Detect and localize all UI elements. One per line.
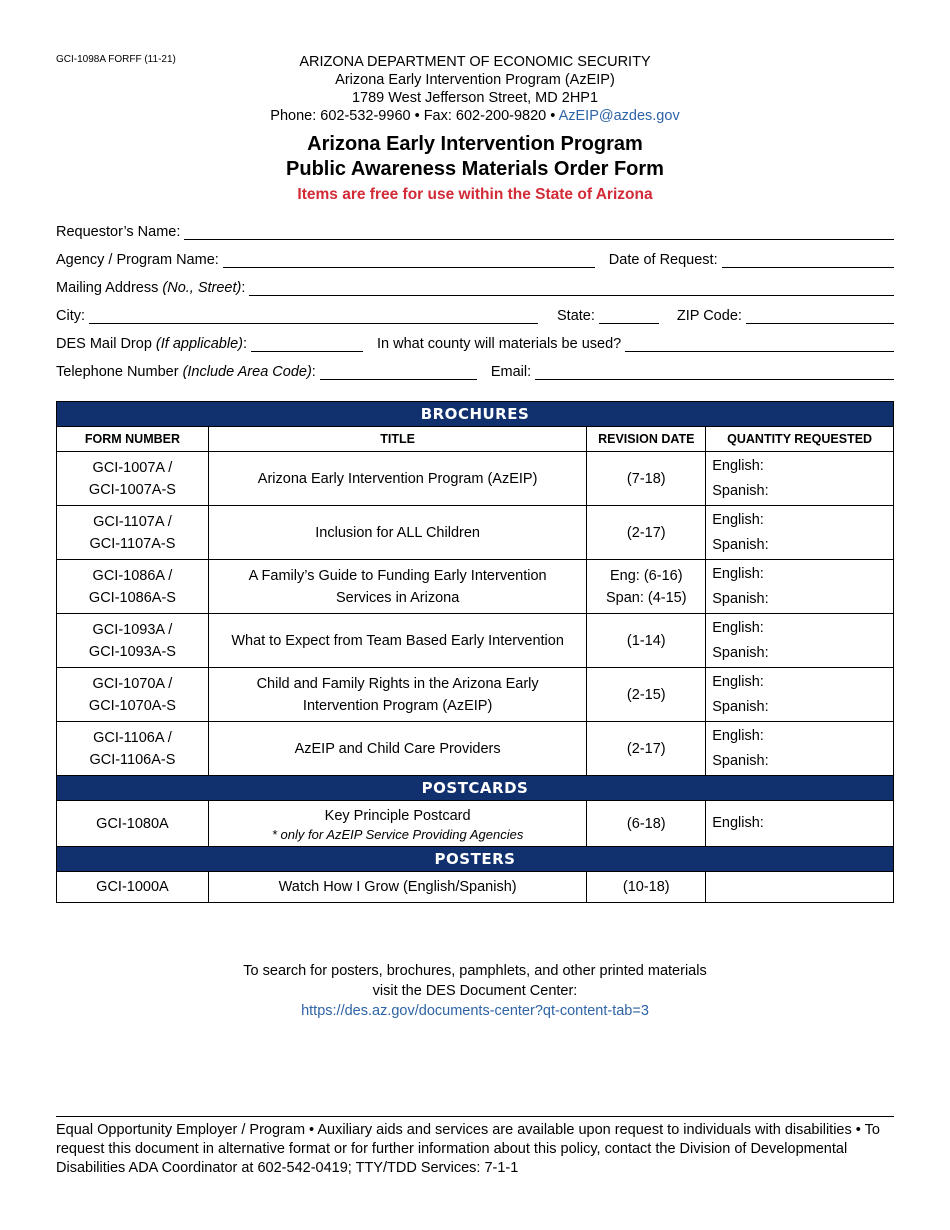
quantity-cell[interactable]: English: Spanish: [706, 560, 894, 614]
table-row [57, 668, 894, 722]
col-title: TITLE [208, 427, 586, 452]
email-link[interactable]: AzEIP@azdes.gov [558, 108, 680, 124]
date-label: Date of Request: [608, 252, 718, 268]
form-number: GCI-1107A / GCI-1107A-S [57, 506, 209, 560]
table-row [57, 452, 894, 506]
revision-date: (2-17) [587, 506, 706, 560]
revision-date: (2-15) [587, 668, 706, 722]
form-number: GCI-1080A [57, 801, 209, 847]
quantity-cell[interactable]: English: [706, 801, 894, 847]
telephone-field[interactable] [320, 365, 477, 380]
form-number: GCI-1086A / GCI-1086A-S [57, 560, 209, 614]
agency-header [0, 53, 950, 125]
mailing-label: Mailing Address (No., Street): [56, 280, 246, 296]
footer-divider [56, 1116, 894, 1117]
requestor-label: Requestor’s Name: [56, 224, 181, 240]
state-label: State: [557, 308, 595, 324]
free-notice: Items are free for use within the State of Arizona [297, 186, 653, 203]
date-field[interactable] [722, 253, 894, 268]
table-row [57, 614, 894, 668]
dept-name: ARIZONA DEPARTMENT OF ECONOMIC SECURITY [299, 54, 651, 70]
item-title-wrap: GCI-1070A / GCI-1070A-S [57, 668, 209, 722]
phone-fax: Phone: 602-532-9960 • Fax: 602-200-9820 • [270, 108, 556, 124]
mailing-row [56, 276, 894, 296]
email-label: Email: [490, 364, 532, 380]
item-title: A Family’s Guide to Funding Early Intervention Services in Arizona [208, 560, 586, 614]
item-title: Watch How I Grow (English/Spanish) [208, 872, 586, 903]
revision-date: (7-18) [587, 452, 706, 506]
revision-date: (2-17) [587, 722, 706, 776]
requestor-row [56, 220, 894, 240]
table-row [57, 801, 894, 847]
footer-text: Equal Opportunity Employer / Program • Auxiliary aids and services are available upon request to individuals with disabilities • To request this document in alternative format or for further information about this policy, contact the Division of Developmental Disabilities ADA Coordinator at 602-542-0419; TTY/TDD Services: 7-1-1 [56, 1122, 880, 1176]
table-row [57, 722, 894, 776]
item-title: Key Principle Postcard * only for AzEIP Service Providing Agencies [208, 801, 586, 847]
item-title: Arizona Early Intervention Program (AzEIP) [208, 452, 586, 506]
telephone-label: Telephone Number (Include Area Code): [56, 364, 316, 380]
table-row [57, 560, 894, 614]
title-line-2: Public Awareness Materials Order Form [286, 158, 664, 180]
form-number: GCI-1000A [57, 872, 209, 903]
city-field[interactable] [89, 309, 538, 324]
email-field[interactable] [535, 365, 894, 380]
agency-field[interactable] [223, 253, 595, 268]
phone-row [56, 360, 894, 380]
section-postcards: POSTCARDS [57, 776, 894, 801]
title-line-1: Arizona Early Intervention Program [307, 133, 643, 155]
quantity-cell[interactable] [706, 872, 894, 903]
search-line-2: visit the DES Document Center: [372, 983, 578, 999]
item-title: What to Expect from Team Based Early Intervention [208, 614, 586, 668]
page-title [0, 132, 950, 182]
order-table [56, 401, 894, 903]
quantity-cell[interactable]: English: Spanish: [706, 506, 894, 560]
county-label: In what county will materials be used? [377, 336, 622, 352]
maildrop-label: DES Mail Drop (If applicable): [56, 336, 247, 352]
table-row [57, 506, 894, 560]
document-center-link[interactable]: https://des.az.gov/documents-center?qt-content-tab=3 [301, 1003, 649, 1019]
quantity-cell[interactable]: English: Spanish: [706, 722, 894, 776]
revision-date: (10-18) [587, 872, 706, 903]
form-number: GCI-1007A / GCI-1007A-S [57, 452, 209, 506]
form-number: GCI-1106A / GCI-1106A-S [57, 722, 209, 776]
postcard-note: * only for AzEIP Service Providing Agencies [271, 826, 524, 842]
contact-line [0, 107, 950, 125]
address: 1789 West Jefferson Street, MD 2HP1 [351, 90, 599, 106]
state-field[interactable] [599, 309, 659, 324]
requestor-field[interactable] [184, 225, 894, 240]
mailing-field[interactable] [249, 281, 894, 296]
maildrop-row [56, 332, 894, 352]
revision-date: (1-14) [587, 614, 706, 668]
zip-label: ZIP Code: [676, 308, 742, 324]
revision-date: (6-18) [587, 801, 706, 847]
county-field[interactable] [625, 337, 894, 352]
search-line-1: To search for posters, brochures, pamphlets, and other printed materials [243, 963, 707, 979]
form-id: GCI-1098A FORFF (11-21) [56, 54, 176, 65]
program-name: Arizona Early Intervention Program (AzEIP) [335, 72, 615, 88]
col-quantity: QUANTITY REQUESTED [706, 427, 894, 452]
item-title: AzEIP and Child Care Providers [208, 722, 586, 776]
city-row [56, 304, 894, 324]
item-title: Child and Family Rights in the Arizona Early Intervention Program (AzEIP) [208, 668, 586, 722]
agency-row [56, 248, 894, 268]
col-form-number: FORM NUMBER [57, 427, 209, 452]
col-revision: REVISION DATE [587, 427, 706, 452]
revision-date: Eng: (6-16) Span: (4-15) [587, 560, 706, 614]
form-number: GCI-1093A / GCI-1093A-S [57, 614, 209, 668]
item-title: Inclusion for ALL Children [208, 506, 586, 560]
quantity-cell[interactable]: English: Spanish: [706, 668, 894, 722]
section-brochures: BROCHURES [57, 402, 894, 427]
maildrop-field[interactable] [251, 337, 363, 352]
city-label: City: [56, 308, 85, 324]
agency-label: Agency / Program Name: [56, 252, 219, 268]
search-info [0, 961, 950, 1021]
zip-field[interactable] [746, 309, 894, 324]
section-posters: POSTERS [57, 847, 894, 872]
quantity-cell[interactable]: English: Spanish: [706, 614, 894, 668]
quantity-cell[interactable]: English: Spanish: [706, 452, 894, 506]
table-row [57, 872, 894, 903]
